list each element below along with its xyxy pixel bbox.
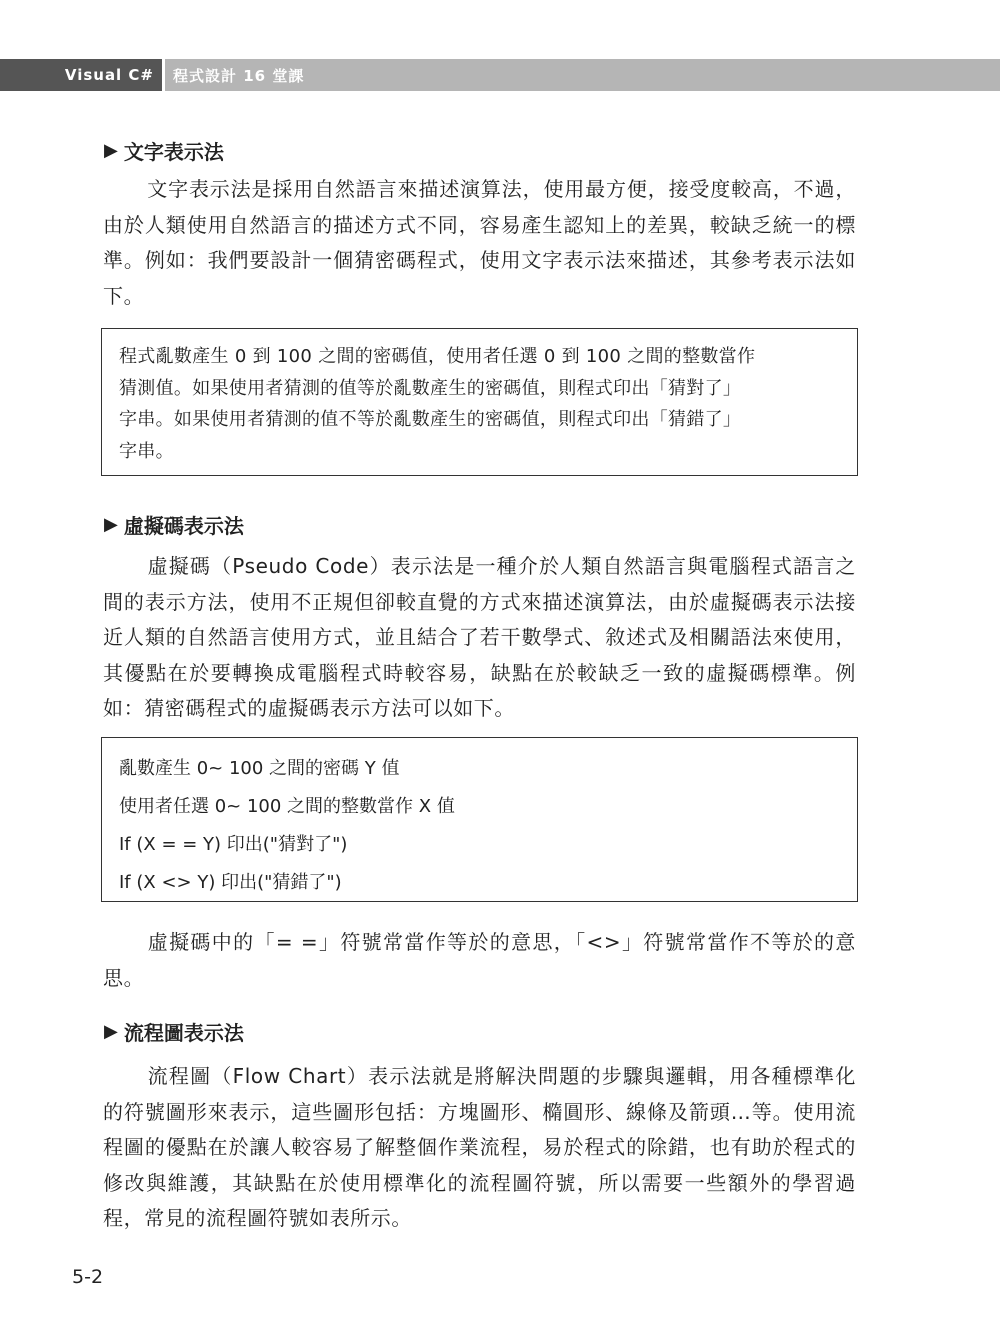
note-text: 虛擬碼中的「= =」符號常當作等於的意思，「<>」符號常當作不等於的意思。 [103,930,856,990]
section-heading [104,1017,244,1046]
pseudo-code-box [101,737,858,902]
paragraph-text: 文字表示法是採用自然語言來描述演算法，使用最方便，接受度較高，不過，由於人類使用自然語言的描述方式不同，容易產生認知上的差異，較缺乏統一的標準。例如：我們要設計一個猜密碼程式，使用文字表示法來描述，其參考表示法如下。 [103,177,856,308]
page-number: 5-2 [72,1266,104,1288]
box-line: 字串。 [119,440,174,462]
book-title: Visual C# [0,59,162,91]
code-line: 亂數產生 0~ 100 之間的密碼 Y 值 [119,758,400,779]
triangle-bullet-icon: ▶ [104,514,118,535]
triangle-bullet-icon: ▶ [104,140,118,161]
section-paragraph [103,172,856,314]
code-line: 使用者任選 0~ 100 之間的整數當作 X 值 [119,796,455,817]
paragraph-text: 虛擬碼（Pseudo Code）表示法是一種介於人類自然語言與電腦程式語言之間的表示方法，使用不正規但卻較直覺的方式來描述演算法，由於虛擬碼表示法接近人類的自然語言使用方式，並且結合了若干數學式、敘述式及相關語法來使用，其優點在於要轉換成電腦程式時較容易，缺點在於較缺乏一致的虛擬碼標準。例如：猜密碼程式的虛擬碼表示方法可以如下。 [103,554,856,720]
box-line: 猜測值。如果使用者猜測的值等於亂數產生的密碼值，則程式印出「猜對了」 [119,377,742,399]
note-paragraph [103,925,856,996]
code-line: If (X <> Y) 印出("猜錯了") [119,872,342,893]
box-line: 程式亂數產生 0 到 100 之間的密碼值，使用者任選 0 到 100 之間的整數當作 [119,346,756,367]
section-paragraph [103,1059,856,1237]
paragraph-text: 流程圖（Flow Chart）表示法就是將解決問題的步驟與邏輯，用各種標準化的符號圖形來表示，這些圖形包括：方塊圖形、橢圓形、線條及箭頭…等。使用流程圖的優點在於讓人較容易了解整個作業流程，易於程式的除錯，也有助於程式的修改與維護，其缺點在於使用標準化的流程圖符號，所以需要一些額外的學習過程，常見的流程圖符號如表所示。 [103,1064,856,1230]
section-heading [104,510,244,539]
section-heading-text: 虛擬碼表示法 [123,514,244,538]
section-paragraph [103,549,856,727]
box-line: 字串。如果使用者猜測的值不等於亂數產生的密碼值，則程式印出「猜錯了」 [119,409,742,430]
running-header [0,59,1000,91]
code-line: If (X = = Y) 印出("猜對了") [119,834,348,855]
book-subtitle: 程式設計 16 堂課 [165,59,1000,91]
section-heading-text: 文字表示法 [123,140,224,164]
section-heading-text: 流程圖表示法 [123,1021,244,1045]
section-heading [104,136,224,165]
triangle-bullet-icon: ▶ [104,1021,118,1042]
text-description-box [101,328,858,476]
